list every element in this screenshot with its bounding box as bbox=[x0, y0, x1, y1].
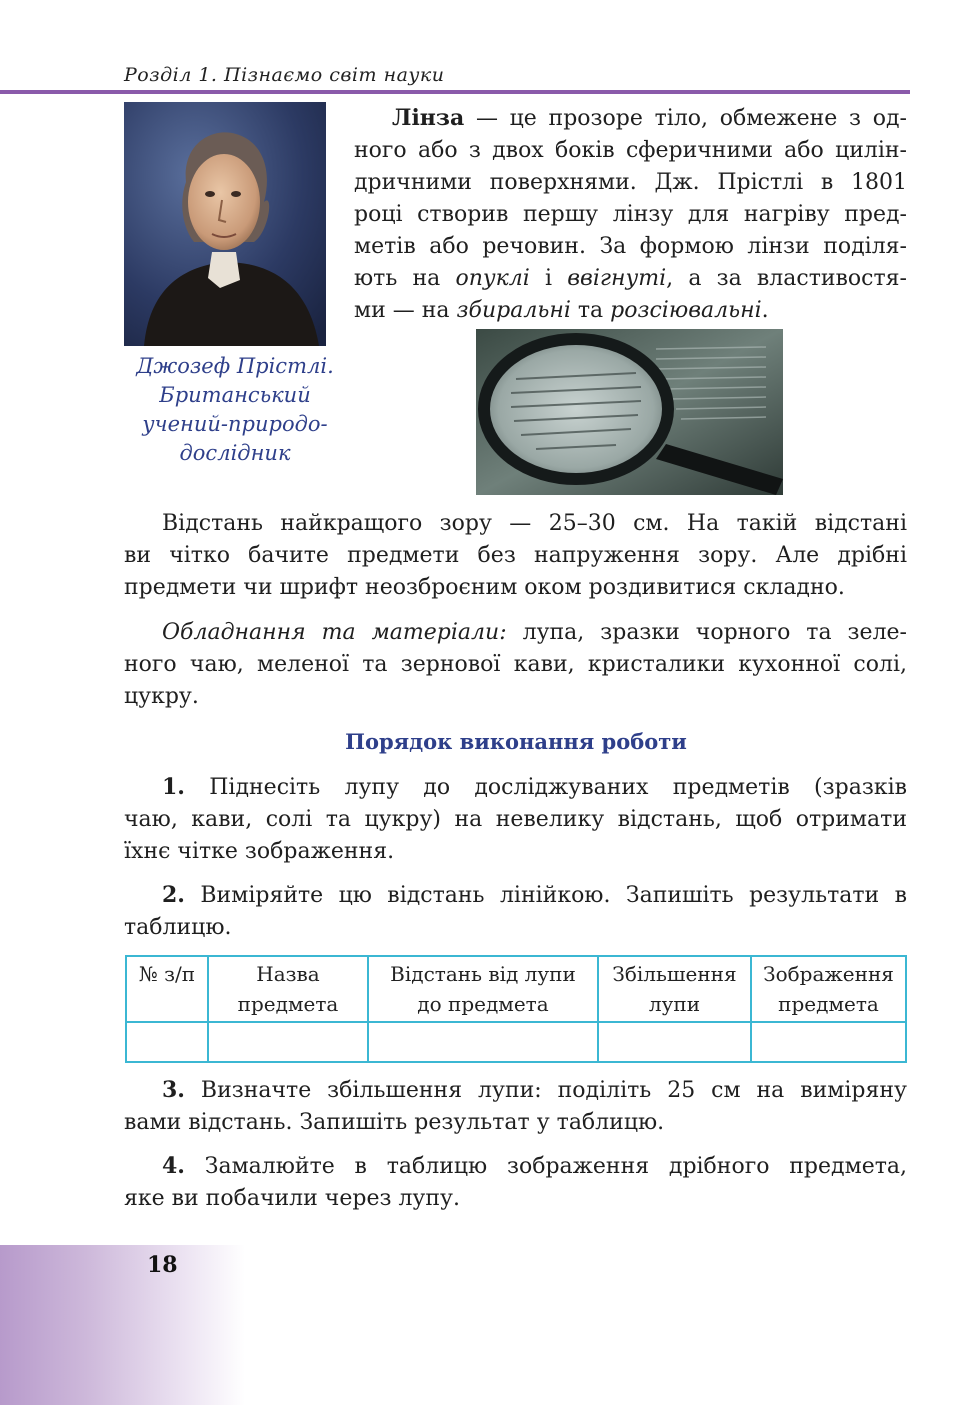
header-rule bbox=[0, 90, 910, 94]
procedure-step-2: 2. Виміряйте цю відстань лінійкою. Запишіть результати в таблицю. bbox=[124, 882, 907, 940]
table-header-row bbox=[126, 956, 906, 1022]
table-cell[interactable] bbox=[751, 1022, 906, 1062]
lens-definition: Лінза — це прозоре тіло, обмежене з од- ного або з двох боків сферичними або цилін- дричними поверхнями. Дж. Прістлі в 1801 році створив першу лінзу для нагріву пред- метів або речовин. За формою лінзи поділя- ють на опуклі і ввігнуті, а за властивостя- ми — на збиральні та розсіювальні. bbox=[354, 105, 907, 323]
caption-line: Британський bbox=[159, 383, 311, 407]
caption-line: дослідник bbox=[179, 441, 291, 465]
caption-line: Джозеф Прістлі. bbox=[136, 354, 334, 378]
procedure-step-3: 3. Визначте збільшення лупи: поділіть 25 см на виміряну вами відстань. Запишіть результат у таблицю. bbox=[124, 1077, 907, 1135]
page-number: 18 bbox=[147, 1252, 178, 1278]
table-cell[interactable] bbox=[368, 1022, 598, 1062]
step-number: 3. bbox=[162, 1077, 185, 1103]
equipment-label: Обладнання та матеріали: bbox=[162, 620, 507, 645]
column-header-name: Назва предмета bbox=[208, 956, 368, 1022]
step-number: 1. bbox=[162, 774, 185, 800]
table-cell[interactable] bbox=[208, 1022, 368, 1062]
chapter-header: Розділ 1. Пізнаємо світ науки bbox=[124, 64, 445, 86]
step-number: 4. bbox=[162, 1153, 185, 1179]
table-row bbox=[126, 1022, 906, 1062]
step-number: 2. bbox=[162, 882, 185, 908]
column-header-image: Зображення предмета bbox=[751, 956, 906, 1022]
page-corner-tab bbox=[0, 1245, 245, 1405]
term-diverging: розсіювальні bbox=[610, 298, 762, 323]
magnifier-photo bbox=[476, 329, 783, 495]
column-header-distance: Відстань від лупи до предмета bbox=[368, 956, 598, 1022]
term-concave: ввігнуті bbox=[567, 266, 667, 291]
procedure-step-4: 4. Замалюйте в таблицю зображення дрібного предмета, яке ви побачили через лупу. bbox=[124, 1153, 907, 1211]
caption-line: учений-природо- bbox=[142, 412, 328, 436]
column-header-magnification: Збільшення лупи bbox=[598, 956, 751, 1022]
table-cell[interactable] bbox=[126, 1022, 208, 1062]
equipment-paragraph: Обладнання та матеріали: лупа, зразки чорного та зеле- ного чаю, меленої та зернової кави, кристалики кухонної солі, цукру. bbox=[124, 620, 907, 709]
column-header-number: № з/п bbox=[126, 956, 208, 1022]
best-vision-distance-paragraph: Відстань найкращого зору — 25–30 см. На такій відстані ви чітко бачите предмети без напруження зору. Але дрібні предмети чи шрифт неозброєним оком роздивитися складно. bbox=[124, 511, 907, 600]
procedure-title: Порядок виконання роботи bbox=[345, 729, 687, 754]
portrait-caption bbox=[118, 352, 352, 468]
priestley-portrait bbox=[124, 102, 326, 346]
lens-term: Лінза bbox=[392, 105, 465, 131]
procedure-step-1: 1. Піднесіть лупу до досліджуваних предметів (зразків чаю, кави, солі та цукру) на невелику відстань, щоб отримати їхнє чітке зображення. bbox=[124, 774, 907, 864]
term-convex: опуклі bbox=[455, 266, 530, 291]
results-table bbox=[125, 955, 907, 1063]
table-cell[interactable] bbox=[598, 1022, 751, 1062]
term-converging: збиральні bbox=[456, 298, 571, 323]
